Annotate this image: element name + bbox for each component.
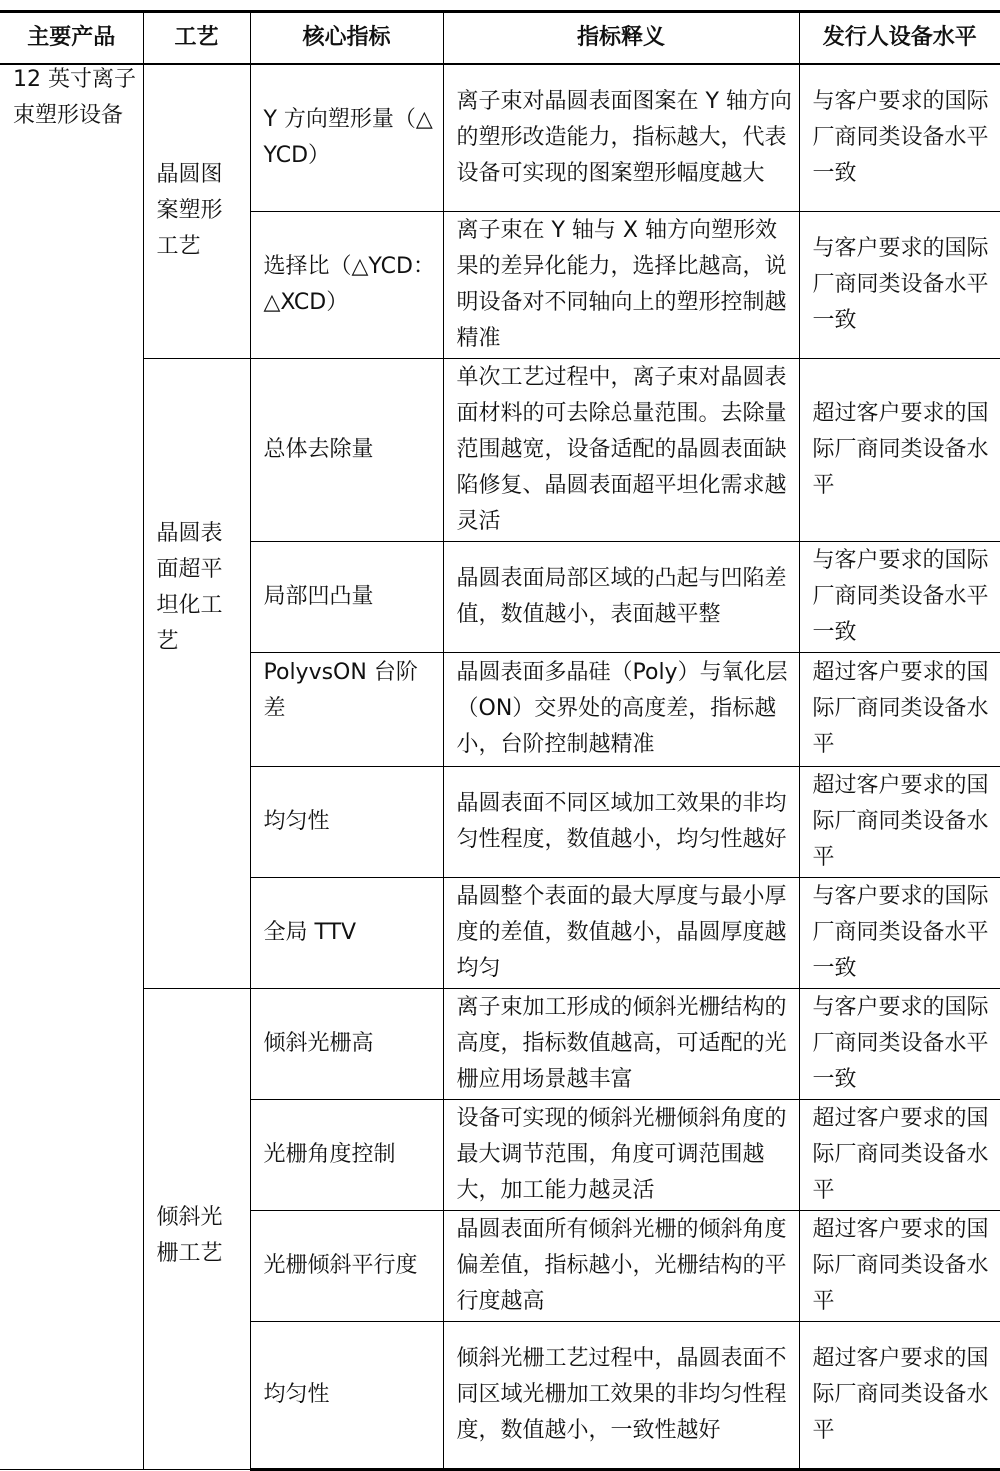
process-cell: 晶圆图案塑形工艺 xyxy=(143,64,250,358)
level-cell: 与客户要求的国际厂商同类设备水平一致 xyxy=(799,988,1000,1099)
header-metric: 核心指标 xyxy=(250,12,443,65)
metric-cell: 倾斜光栅高 xyxy=(250,988,443,1099)
metric-cell: 总体去除量 xyxy=(250,358,443,541)
explanation-cell: 晶圆表面局部区域的凸起与凹陷差值，数值越小，表面越平整 xyxy=(443,541,799,652)
level-cell: 与客户要求的国际厂商同类设备水平一致 xyxy=(799,541,1000,652)
explanation-cell: 倾斜光栅工艺过程中，晶圆表面不同区域光栅加工效果的非均匀性程度，数值越小，一致性越好 xyxy=(443,1321,799,1469)
metric-cell: 局部凹凸量 xyxy=(250,541,443,652)
level-cell: 超过客户要求的国际厂商同类设备水平 xyxy=(799,766,1000,877)
explanation-cell: 晶圆表面不同区域加工效果的非均匀性程度，数值越小，均匀性越好 xyxy=(443,766,799,877)
product-text: 12 英寸离子束塑形设备 xyxy=(13,66,136,128)
level-cell: 超过客户要求的国际厂商同类设备水平 xyxy=(799,358,1000,541)
level-cell: 与客户要求的国际厂商同类设备水平一致 xyxy=(799,211,1000,358)
metric-cell: 均匀性 xyxy=(250,1321,443,1469)
table-row xyxy=(0,988,1000,1099)
table-row xyxy=(0,64,1000,211)
explanation-cell: 离子束对晶圆表面图案在 Y 轴方向的塑形改造能力，指标越大，代表设备可实现的图案塑形幅度越大 xyxy=(443,64,799,211)
metric-cell: 全局 TTV xyxy=(250,877,443,988)
header-level: 发行人设备水平 xyxy=(799,12,1000,65)
header-product: 主要产品 xyxy=(0,12,143,65)
metric-cell: 选择比（△YCD：△XCD） xyxy=(250,211,443,358)
metric-cell: Y 方向塑形量（△YCD） xyxy=(250,64,443,211)
level-cell: 超过客户要求的国际厂商同类设备水平 xyxy=(799,652,1000,766)
explanation-cell: 晶圆表面多晶硅（Poly）与氧化层（ON）交界处的高度差，指标越小，台阶控制越精准 xyxy=(443,652,799,766)
explanation-cell: 晶圆表面所有倾斜光栅的倾斜角度偏差值，指标越小，光栅结构的平行度越高 xyxy=(443,1210,799,1321)
explanation-cell: 设备可实现的倾斜光栅倾斜角度的最大调节范围，角度可调范围越大，加工能力越灵活 xyxy=(443,1099,799,1210)
level-cell: 与客户要求的国际厂商同类设备水平一致 xyxy=(799,877,1000,988)
explanation-cell: 离子束在 Y 轴与 X 轴方向塑形效果的差异化能力，选择比越高，说明设备对不同轴向上的塑形控制越精准 xyxy=(443,211,799,358)
metric-cell: 均匀性 xyxy=(250,766,443,877)
level-cell: 超过客户要求的国际厂商同类设备水平 xyxy=(799,1321,1000,1469)
process-cell xyxy=(143,988,250,1469)
metric-cell: 光栅倾斜平行度 xyxy=(250,1210,443,1321)
process-cell xyxy=(143,358,250,988)
product-cell xyxy=(0,64,143,1469)
process-text: 倾斜光栅工艺 xyxy=(156,1205,223,1266)
metric-cell: PolyvsON 台阶差 xyxy=(250,652,443,766)
header-process: 工艺 xyxy=(143,12,250,65)
level-cell: 超过客户要求的国际厂商同类设备水平 xyxy=(799,1210,1000,1321)
explanation-cell: 单次工艺过程中，离子束对晶圆表面材料的可去除总量范围。去除量范围越宽，设备适配的晶圆表面缺陷修复、晶圆表面超平坦化需求越灵活 xyxy=(443,358,799,541)
process-text: 晶圆表面超平坦化工艺 xyxy=(156,521,223,654)
level-cell: 与客户要求的国际厂商同类设备水平一致 xyxy=(799,64,1000,211)
table-row xyxy=(0,358,1000,541)
header-row xyxy=(0,12,1000,65)
level-cell: 超过客户要求的国际厂商同类设备水平 xyxy=(799,1099,1000,1210)
explanation-cell: 离子束加工形成的倾斜光栅结构的高度，指标数值越高，可适配的光栅应用场景越丰富 xyxy=(443,988,799,1099)
header-explanation: 指标释义 xyxy=(443,12,799,65)
spec-table xyxy=(0,10,1000,1471)
explanation-cell: 晶圆整个表面的最大厚度与最小厚度的差值，数值越小，晶圆厚度越均匀 xyxy=(443,877,799,988)
metric-cell: 光栅角度控制 xyxy=(250,1099,443,1210)
